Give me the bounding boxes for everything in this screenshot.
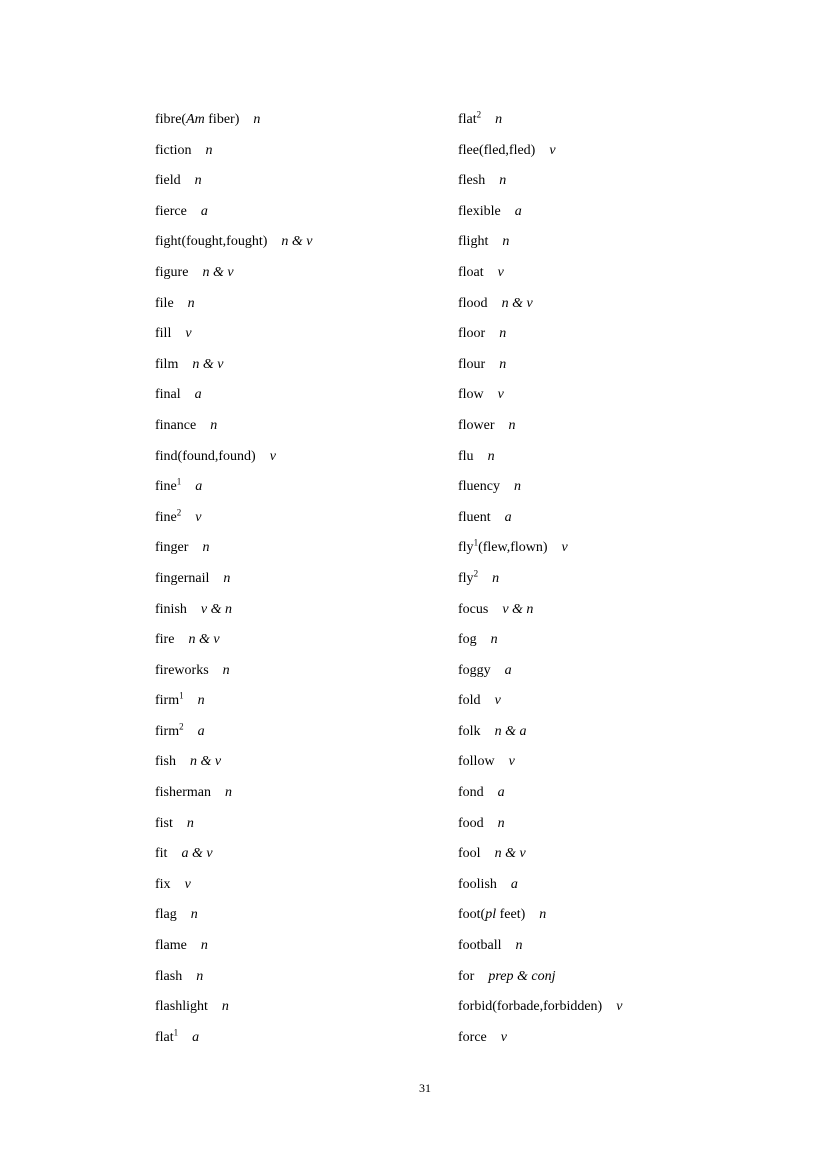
word-entry: [458, 1023, 622, 1054]
word-entry: [155, 962, 312, 993]
entry-pos: v: [184, 876, 191, 892]
entry-pos: n: [513, 479, 521, 495]
entry-word: finish: [155, 601, 187, 617]
entry-pos: n: [515, 938, 523, 954]
page-number: 31: [419, 1081, 431, 1095]
entry-word: float: [458, 264, 484, 280]
word-entry: [155, 227, 312, 258]
word-entry: [155, 197, 312, 228]
entry-word: flat$^2$: [458, 109, 482, 127]
entry-pos: n & v: [494, 846, 526, 862]
entry-pos: a: [197, 723, 205, 739]
entry-pos: n: [502, 234, 510, 250]
entry-word: fiction: [155, 142, 192, 158]
entry-word: food: [458, 815, 484, 831]
entry-pos: v: [269, 448, 276, 464]
entry-pos: n: [210, 417, 218, 433]
entry-word: flee(fled,fled): [458, 142, 536, 158]
word-entry: [155, 472, 312, 503]
word-entry: [458, 992, 622, 1023]
entry-pos: v: [185, 326, 192, 342]
entry-pos: v: [195, 509, 202, 525]
word-entry: [155, 533, 312, 564]
entry-pos: n & v: [190, 754, 222, 770]
entry-pos: n: [492, 570, 500, 586]
entry-word: fool: [458, 846, 481, 862]
entry-word: flag: [155, 907, 177, 923]
entry-word: flow: [458, 387, 484, 403]
entry-pos: n & v: [192, 356, 224, 372]
word-entry: [458, 105, 622, 136]
entry-word: for: [458, 968, 475, 984]
word-entry: [155, 289, 312, 320]
word-entry: [458, 717, 622, 748]
word-entry: [458, 686, 622, 717]
word-entry: [155, 625, 312, 656]
word-entry: [458, 931, 622, 962]
entry-word: firm$^2$: [155, 721, 184, 739]
wordlist-column-right: [458, 105, 622, 1053]
entry-word: fine$^2$: [155, 507, 182, 525]
entry-pos: v: [508, 754, 515, 770]
entry-pos: n & v: [202, 264, 234, 280]
entry-pos: n: [194, 173, 202, 189]
entry-word: field: [155, 173, 181, 189]
entry-pos: n: [190, 907, 198, 923]
entry-word: fog: [458, 632, 477, 648]
word-entry: [155, 503, 312, 534]
entry-pos: n: [186, 815, 194, 831]
word-entry: [458, 656, 622, 687]
entry-pos: a: [195, 479, 203, 495]
entry-pos: n: [490, 632, 498, 648]
entry-pos: n: [499, 356, 507, 372]
entry-pos: n: [508, 417, 516, 433]
word-entry: [155, 105, 312, 136]
word-entry: [458, 380, 622, 411]
entry-word: focus: [458, 601, 489, 617]
entry-word: fight(fought,fought): [155, 234, 268, 250]
entry-pos: a: [200, 203, 208, 219]
entry-pos: n: [495, 112, 503, 127]
entry-word: foot(pl feet): [458, 907, 526, 923]
word-entry: [155, 717, 312, 748]
entry-pos: prep & conj: [488, 968, 556, 984]
entry-word: foggy: [458, 662, 491, 678]
entry-word: fine$^1$: [155, 476, 182, 495]
word-entry: [155, 411, 312, 442]
entry-pos: n: [497, 815, 505, 831]
entry-word: find(found,found): [155, 448, 256, 464]
wordlist-column-left: [155, 105, 312, 1053]
word-entry: [155, 992, 312, 1023]
entry-pos: v & n: [200, 601, 232, 617]
word-entry: [155, 166, 312, 197]
word-entry: [155, 900, 312, 931]
entry-word: fist: [155, 815, 173, 831]
entry-word: fold: [458, 693, 481, 709]
entry-word: floor: [458, 326, 486, 342]
entry-pos: a: [504, 509, 512, 525]
word-entry: [458, 442, 622, 473]
entry-word: finance: [155, 417, 197, 433]
entry-pos: n: [200, 938, 208, 954]
word-entry: [155, 778, 312, 809]
entry-pos: n & v: [188, 632, 220, 648]
entry-pos: a & v: [181, 846, 213, 862]
entry-word: fly$^1$(flew,flown): [458, 537, 548, 556]
word-entry: [155, 380, 312, 411]
word-entry: [155, 442, 312, 473]
entry-pos: n: [539, 907, 547, 923]
word-entry: [155, 258, 312, 289]
word-entry: [155, 839, 312, 870]
entry-word: flood: [458, 295, 488, 311]
entry-word: final: [155, 387, 181, 403]
entry-pos: v: [549, 142, 556, 158]
entry-word: fisherman: [155, 785, 211, 801]
entry-pos: n: [499, 326, 507, 342]
entry-pos: n: [487, 448, 495, 464]
entry-word: flour: [458, 356, 486, 372]
word-entry: [458, 809, 622, 840]
entry-pos: n: [221, 999, 229, 1015]
word-entry: [458, 564, 622, 595]
entry-word: follow: [458, 754, 495, 770]
word-entry: [458, 319, 622, 350]
entry-word: film: [155, 356, 179, 372]
entry-word: file: [155, 295, 174, 311]
entry-word: fluency: [458, 479, 500, 495]
word-entry: [458, 962, 622, 993]
entry-word: flight: [458, 234, 489, 250]
entry-word: flame: [155, 938, 187, 954]
word-entry: [155, 595, 312, 626]
entry-word: fond: [458, 785, 484, 801]
entry-word: flashlight: [155, 999, 208, 1015]
word-entry: [458, 166, 622, 197]
entry-word: fly$^2$: [458, 568, 479, 586]
word-entry: [155, 350, 312, 381]
word-entry: [458, 900, 622, 931]
entry-pos: a: [504, 662, 512, 678]
entry-pos: v: [497, 387, 504, 403]
entry-word: flash: [155, 968, 183, 984]
word-entry: [458, 778, 622, 809]
entry-pos: n: [202, 540, 210, 556]
entry-pos: n: [224, 785, 232, 801]
entry-word: flesh: [458, 173, 486, 189]
entry-pos: n: [223, 570, 231, 586]
entry-pos: v: [561, 540, 568, 556]
word-entry: [155, 870, 312, 901]
entry-pos: n: [187, 295, 195, 311]
word-entry: [458, 747, 622, 778]
entry-pos: n & v: [281, 234, 313, 250]
word-entry: [458, 472, 622, 503]
entry-word: foolish: [458, 876, 497, 892]
entry-word: football: [458, 938, 502, 954]
entry-pos: n: [222, 662, 230, 678]
word-entry: [458, 870, 622, 901]
word-entry: [155, 656, 312, 687]
word-entry: [458, 350, 622, 381]
entry-word: force: [458, 1029, 487, 1045]
word-entry: [155, 319, 312, 350]
entry-word: fit: [155, 846, 168, 862]
word-entry: [458, 839, 622, 870]
entry-pos: a: [194, 387, 202, 403]
entry-word: fireworks: [155, 662, 209, 678]
word-entry: [458, 197, 622, 228]
word-entry: [155, 1023, 312, 1054]
entry-pos: n: [499, 173, 507, 189]
word-entry: [458, 533, 622, 564]
word-entry: [155, 686, 312, 717]
word-entry: [458, 289, 622, 320]
entry-pos: v: [616, 999, 623, 1015]
entry-pos: n: [196, 968, 204, 984]
entry-word: fibre(Am fiber): [155, 112, 240, 127]
word-entry: [458, 411, 622, 442]
entry-pos: a: [510, 876, 518, 892]
entry-word: folk: [458, 723, 481, 739]
entry-pos: a: [497, 785, 505, 801]
entry-word: fluent: [458, 509, 491, 525]
entry-pos: n & v: [501, 295, 533, 311]
entry-word: figure: [155, 264, 189, 280]
word-entry: [155, 747, 312, 778]
entry-word: flexible: [458, 203, 501, 219]
word-entry: [155, 809, 312, 840]
entry-pos: n: [205, 142, 213, 158]
word-entry: [458, 595, 622, 626]
word-entry: [458, 227, 622, 258]
entry-word: flat$^1$: [155, 1027, 179, 1045]
entry-word: fierce: [155, 203, 187, 219]
entry-word: fingernail: [155, 570, 210, 586]
entry-pos: a: [192, 1029, 200, 1045]
entry-word: fill: [155, 326, 172, 342]
entry-word: firm$^1$: [155, 690, 184, 709]
entry-word: flower: [458, 417, 495, 433]
entry-pos: n: [253, 112, 261, 127]
word-entry: [458, 258, 622, 289]
word-entry: [458, 625, 622, 656]
entry-pos: n & a: [494, 723, 527, 739]
entry-pos: v: [497, 264, 504, 280]
word-entry: [458, 136, 622, 167]
entry-word: fix: [155, 876, 171, 892]
entry-pos: n: [197, 693, 205, 709]
entry-word: flu: [458, 448, 474, 464]
word-entry: [155, 931, 312, 962]
entry-word: fire: [155, 632, 175, 648]
entry-word: forbid(forbade,forbidden): [458, 999, 603, 1015]
entry-pos: v: [500, 1029, 507, 1045]
word-entry: [155, 564, 312, 595]
entry-pos: v: [494, 693, 501, 709]
entry-word: fish: [155, 754, 176, 770]
word-entry: [155, 136, 312, 167]
entry-word: finger: [155, 540, 189, 556]
entry-pos: a: [514, 203, 522, 219]
word-entry: [458, 503, 622, 534]
entry-pos: v & n: [502, 601, 534, 617]
